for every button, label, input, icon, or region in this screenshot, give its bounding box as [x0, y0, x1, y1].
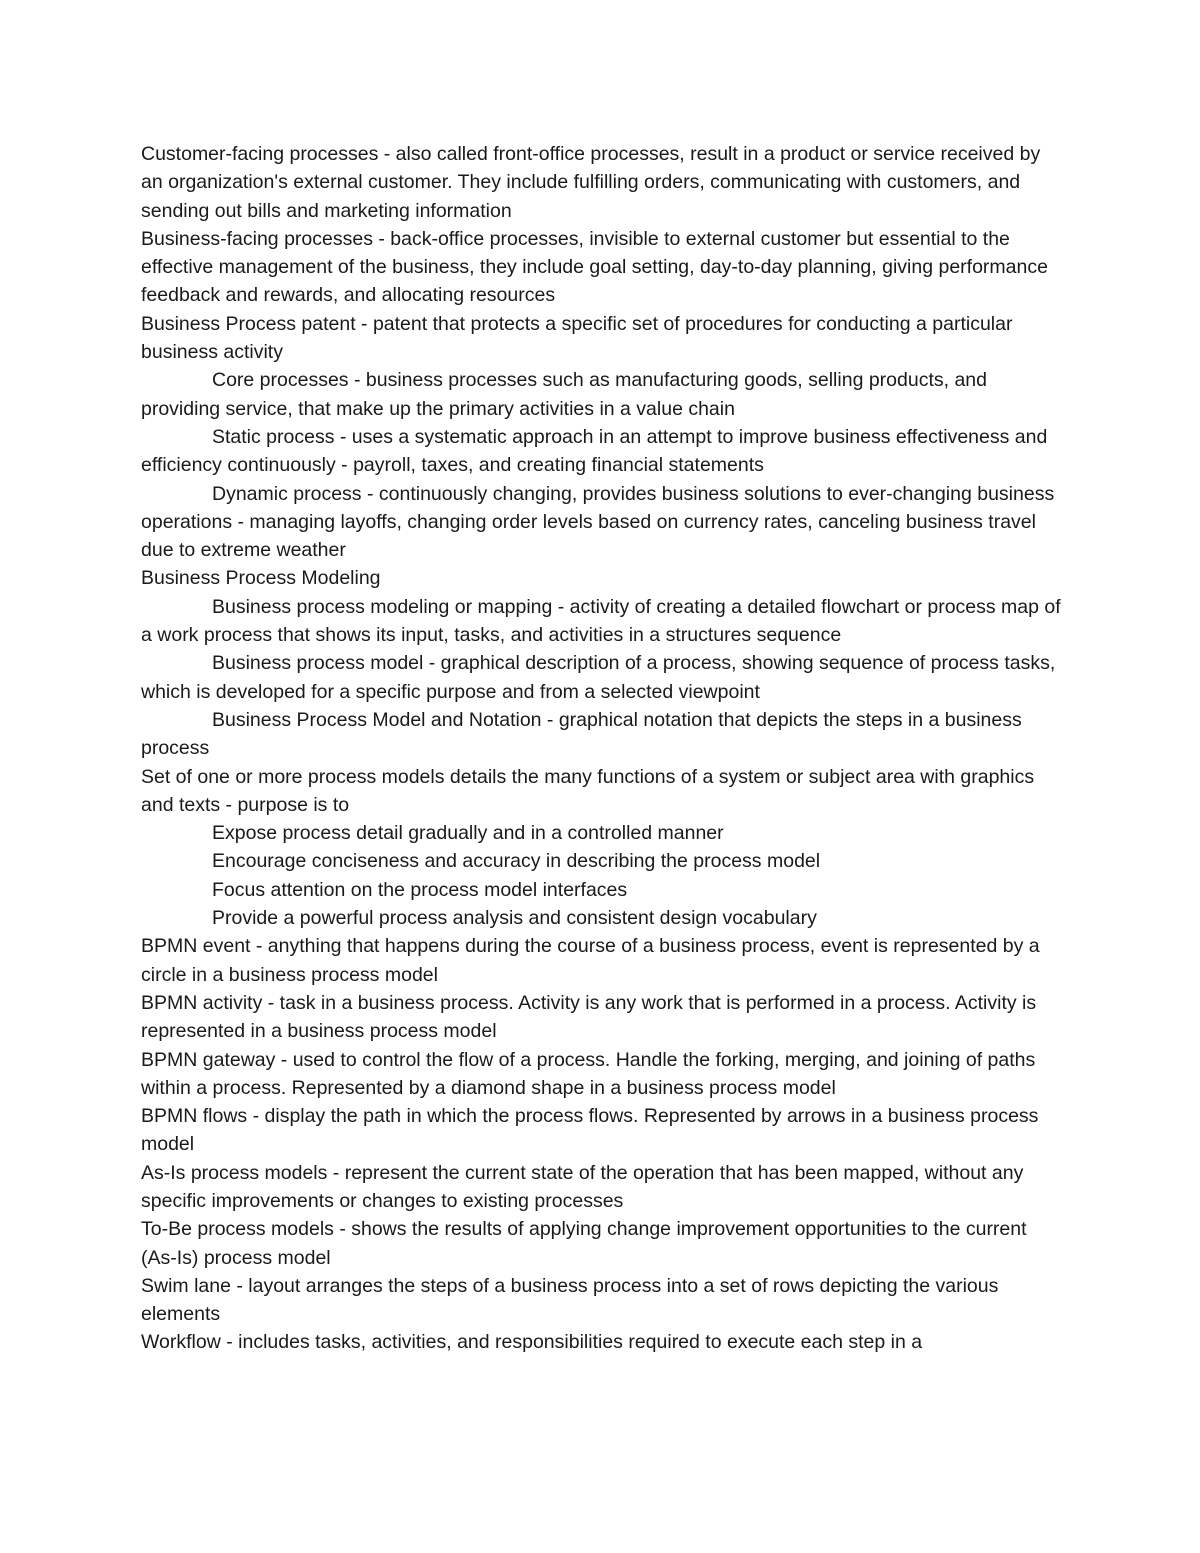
document-paragraph: As-Is process models - represent the current state of the operation that has been mapped, without any specific improvements or changes to existing processes — [141, 1161, 1024, 1212]
document-paragraph: Swim lane - layout arranges the steps of a business process into a set of rows depicting the various elements — [141, 1274, 999, 1326]
document-paragraph: BPMN activity - task in a business process. Activity is any work that is performed in a process. Activity is represented in a business process model — [141, 991, 1037, 1043]
document-paragraph: BPMN event - anything that happens during the course of a business process, event is represented by a circle in a business process model — [141, 935, 1040, 986]
document-paragraph: Core processes - business processes such as manufacturing goods, selling products, and providing service, that make up the primary activities in a value chain — [141, 369, 987, 420]
document-paragraph: Focus attention on the process model interfaces — [212, 878, 628, 901]
document-paragraph: BPMN gateway - used to control the flow of a process. Handle the forking, merging, and joining of paths within a process. Represented by a diamond shape in a business process model — [141, 1048, 1036, 1099]
document-paragraph: Business Process Modeling — [141, 567, 381, 590]
document-paragraph: Set of one or more process models details the many functions of a system or subject area with graphics and texts - purpose is to — [141, 765, 1035, 816]
document-paragraph: Business process modeling or mapping - activity of creating a detailed flowchart or process map of a work process that shows its input, tasks, and activities in a structures sequence — [141, 595, 1061, 647]
document-paragraph: To-Be process models - shows the results of applying change improvement opportunities to the current (As-Is) process model — [141, 1218, 1027, 1269]
document-paragraph: Business process model - graphical description of a process, showing sequence of process tasks, which is developed for a specific purpose and from a selected viewpoint — [141, 652, 1056, 703]
document-paragraph: Expose process detail gradually and in a controlled manner — [212, 822, 724, 845]
document-paragraph: Encourage conciseness and accuracy in describing the process model — [212, 850, 821, 873]
document-paragraph: BPMN flows - display the path in which the process flows. Represented by arrows in a business process model — [141, 1105, 1039, 1156]
document-paragraph: Business Process patent - patent that protects a specific set of procedures for conducting a particular business activity — [141, 312, 1013, 364]
document-paragraph: Business-facing processes - back-office processes, invisible to external customer but essential to the effective management of the business, they include goal setting, day-to-day planning, giving performance feedback and rewards, and allocating resources — [141, 227, 1048, 307]
document-paragraph: Business Process Model and Notation - graphical notation that depicts the steps in a business process — [141, 708, 1022, 760]
document-paragraph: Provide a powerful process analysis and consistent design vocabulary — [212, 907, 817, 930]
document-paragraph: Customer-facing processes - also called front-office processes, result in a product or service received by an organization's external customer. They include fulfilling orders, communicating with customers, and sending out bills and marketing information — [141, 143, 1041, 222]
document-body — [141, 140, 1061, 1357]
document-paragraph: Dynamic process - continuously changing, provides business solutions to ever-changing business operations - managing layoffs, changing order levels based on currency rates, canceling business travel due to extreme weather — [141, 482, 1055, 562]
document-paragraph: Static process - uses a systematic approach in an attempt to improve business effectiveness and efficiency continuously - payroll, taxes, and creating financial statements — [141, 425, 1048, 477]
document-paragraph: Workflow - includes tasks, activities, and responsibilities required to execute each step in a — [141, 1331, 923, 1354]
